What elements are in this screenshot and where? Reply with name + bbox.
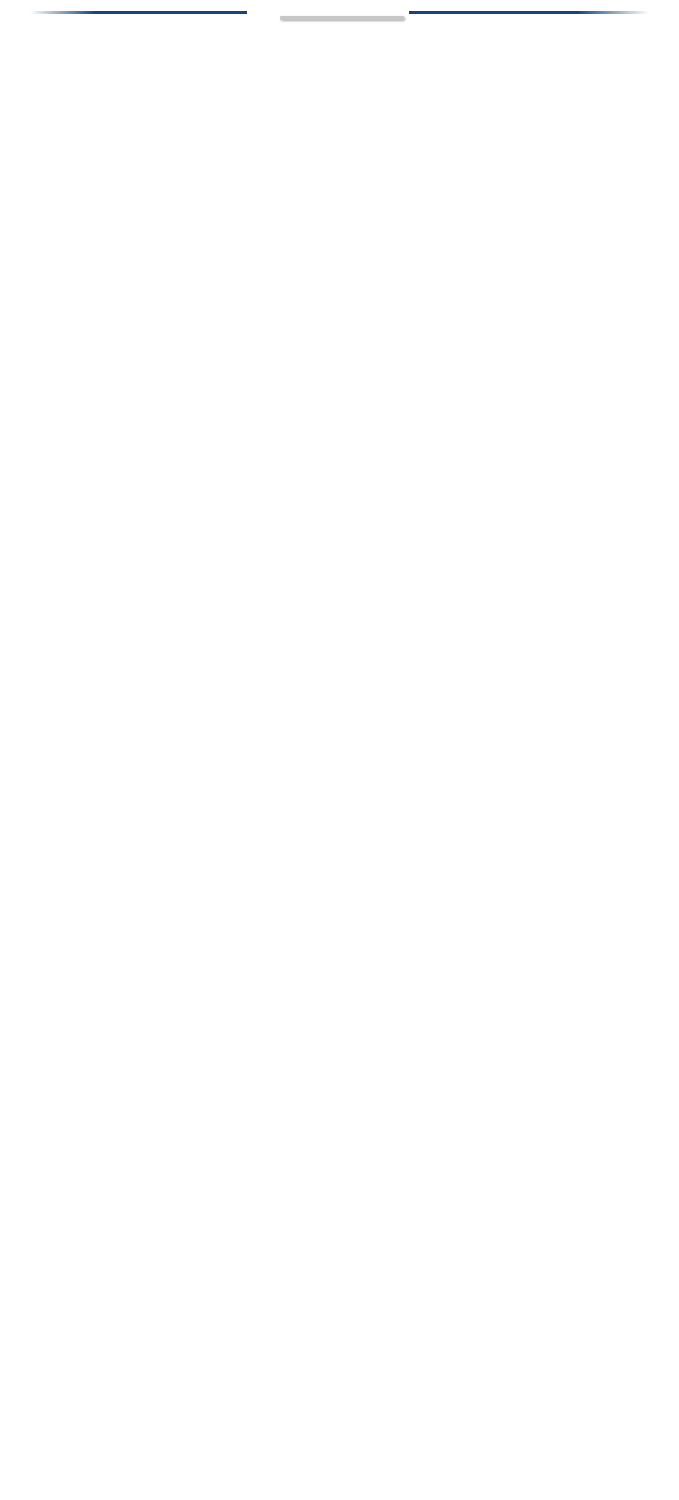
legend-body xyxy=(0,16,679,26)
page-header xyxy=(0,8,679,14)
legend-title-en xyxy=(409,8,679,10)
legend-page xyxy=(0,0,679,26)
header-rule-left xyxy=(30,11,247,14)
symbol-column-frame xyxy=(280,16,404,20)
header-rule-right xyxy=(409,11,650,14)
legend-title-fr xyxy=(0,8,247,10)
header-right xyxy=(399,8,679,14)
header-left xyxy=(0,8,281,14)
